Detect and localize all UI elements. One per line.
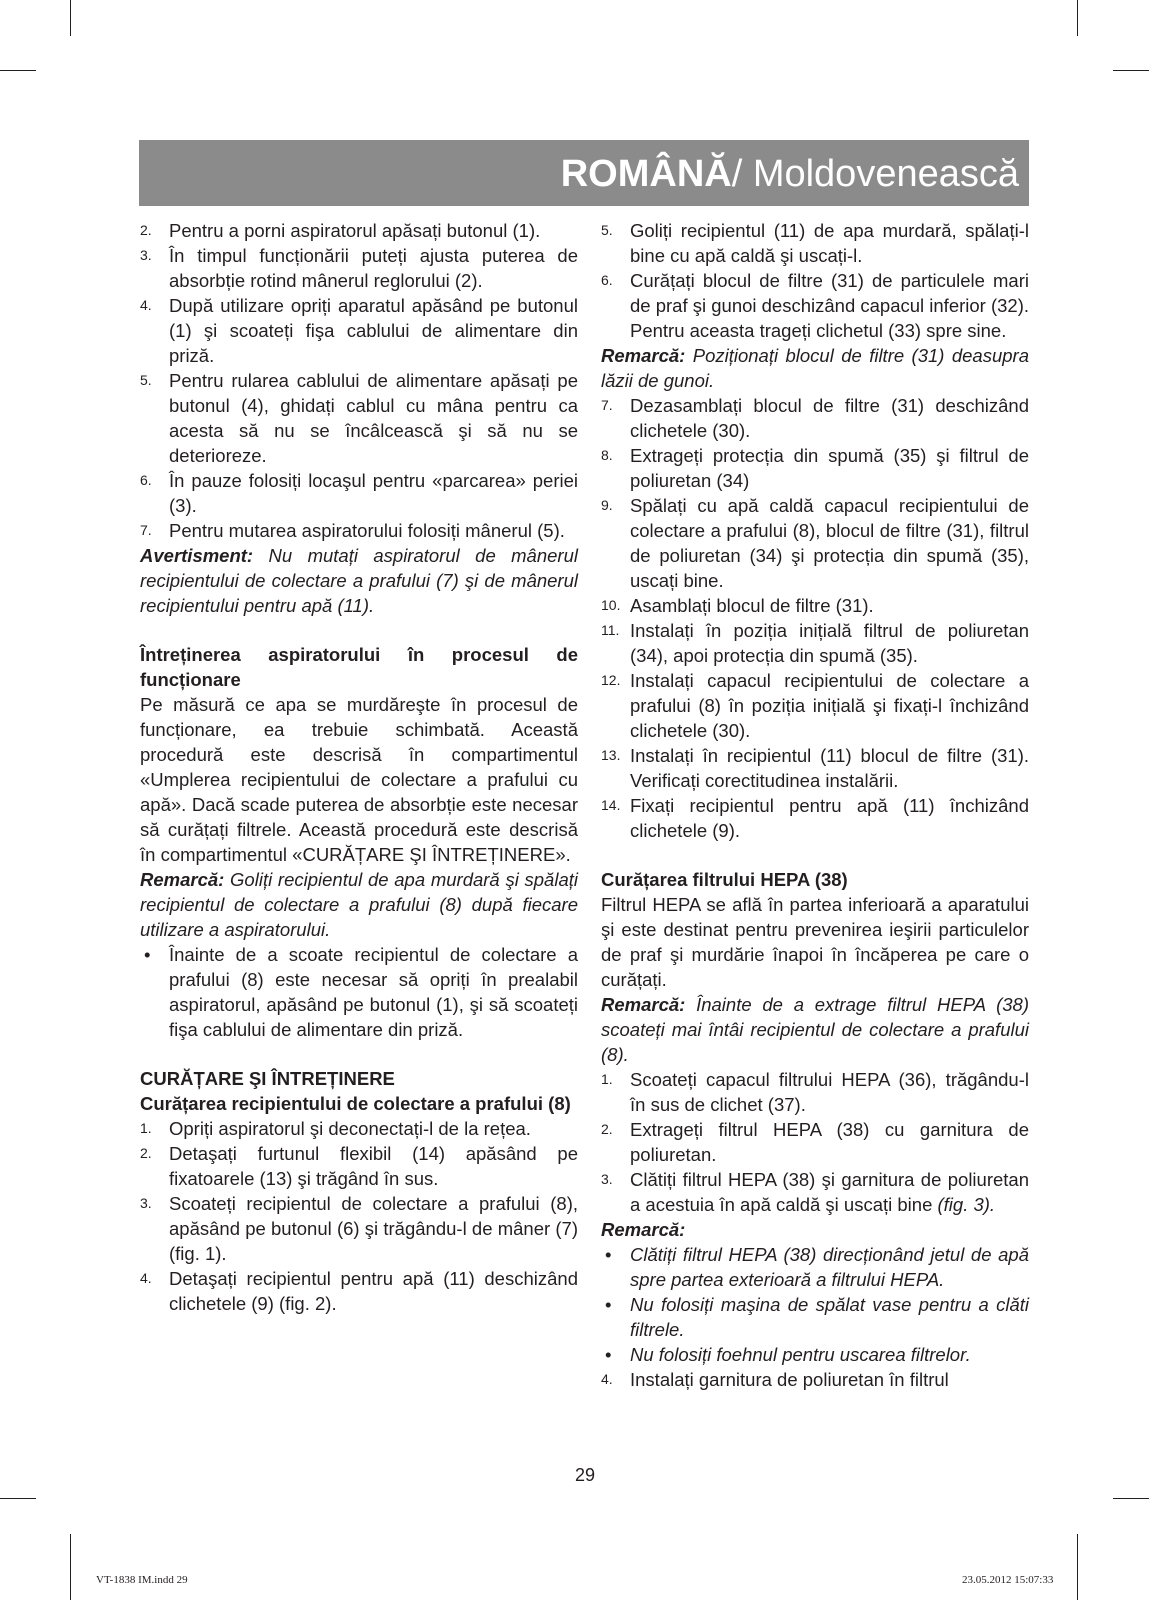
list-text: Spălați cu apă caldă capacul recipientului de colectare a prafului (8), blocul de filtre (31), filtrul de poliuretan (34) şi protecția din spumă (35), uscați bine. (630, 495, 1029, 591)
list-number: 12. (601, 672, 621, 688)
list-number: 14. (601, 797, 621, 813)
list-item (601, 668, 1029, 743)
maintenance-heading: Întreținerea aspiratorului în procesul de funcționare (140, 644, 578, 690)
crop-mark (1077, 0, 1078, 36)
list-number: 6. (601, 272, 613, 288)
list-text: În pauze folosiți locaşul pentru «parcarea» periei (3). (169, 470, 578, 516)
list-text: În timpul funcționării puteți ajusta puterea de absorbție rotind mânerul reglorului (2). (169, 245, 578, 291)
language-header-bar (139, 140, 1029, 206)
list-number: 1. (140, 1120, 152, 1136)
list-item: 4. Instalați garnitura de poliuretan în filtrul (601, 1369, 949, 1390)
dust-container-steps (140, 1116, 578, 1316)
bullet-item: • Înainte de a scoate recipientul de colectare a prafului (8) este necesar să opriți în prealabil aspiratorul, apăsând pe butonul (1), şi să scoateți fişa cablului de alimentare din priză. (144, 944, 578, 1040)
list-item (601, 393, 1029, 443)
list-text: Extrageți filtrul HEPA (38) cu garnitura de poliuretan. (630, 1119, 1029, 1165)
remark-note: Remarcă: Goliți recipientul de apa murdară şi spălați recipientul de colectare a prafului (8) după fiecare utilizare a aspiratorului. (140, 869, 578, 940)
list-number: 4. (140, 297, 152, 313)
list-text: Pentru rularea cablului de alimentare apăsați pe butonul (4), ghidați cablul cu mâna pentru ca acesta să nu se încâlcească şi să nu se deterioreze. (169, 370, 578, 466)
list-text: Curățați blocul de filtre (31) de particulele mari de praf şi gunoi deschizând capacul inferior (32). Pentru aceasta trageți clichetul (33) spre sine. (630, 270, 1030, 341)
left-column (140, 218, 578, 1316)
maintenance-text: Pe măsură ce apa se murdăreşte în procesul de funcționare, ea trebuie schimbată. Această procedură este descrisă în compartimentul «Umplerea recipientului de colectare a prafului cu apă». Dacă scade puterea de absorbție este necesar să curățați filtrele. Această procedură este descrisă în compartimentul «CURĂȚARE ŞI ÎNTREȚINERE». (140, 694, 578, 865)
list-text: Instalați în recipientul (11) blocul de filtre (31). Verificați corectitudinea instalării. (630, 745, 1029, 791)
crop-mark (1113, 1498, 1149, 1499)
list-item (601, 1117, 1029, 1167)
list-text: Dezasamblați blocul de filtre (31) deschizând clichetele (30). (630, 395, 1029, 441)
usage-steps (140, 218, 578, 543)
list-text: Extrageți protecția din spumă (35) şi filtrul de poliuretan (34) (630, 445, 1029, 491)
remark-note: Remarcă: Poziționați blocul de filtre (31) deasupra lăzii de gunoi. (601, 345, 1029, 391)
list-item (140, 518, 578, 543)
list-item (140, 1191, 578, 1266)
list-number: 2. (601, 1121, 613, 1137)
remark-bullet: • Nu folosiți maşina de spălat vase pentru a clăti filtrele. (605, 1294, 1029, 1340)
list-text: Detaşați furtunul flexibil (14) apăsând pe fixatoarele (13) şi trăgând în sus. (169, 1143, 578, 1189)
filter-steps (601, 393, 1029, 843)
water-tank-steps (601, 218, 1029, 343)
crop-mark (70, 1534, 71, 1600)
language-title: ROMÂNĂ/ Moldovenească (560, 153, 1019, 195)
list-number: 11. (601, 622, 620, 638)
list-number: 1. (601, 1071, 613, 1087)
list-number: 3. (140, 1195, 152, 1211)
list-text: Scoateți recipientul de colectare a prafului (8), apăsând pe butonul (6) şi trăgându-l de mâner (7) (fig. 1). (169, 1193, 578, 1264)
list-item (601, 218, 1029, 268)
list-number: 13. (601, 747, 621, 763)
warning-note: Avertisment: Nu mutați aspiratorul de mânerul recipientului de colectare a prafului (7) şi de mânerul recipientului pentru apă (11). (140, 545, 578, 616)
footer-file-info: VT-1838 IM.indd 29 (96, 1574, 188, 1586)
list-number: 3. (140, 247, 152, 263)
list-item (601, 618, 1029, 668)
crop-mark (1113, 70, 1149, 71)
list-text: Pentru mutarea aspiratorului folosiți mânerul (5). (169, 520, 565, 541)
crop-mark (0, 1498, 36, 1499)
list-text: Asamblați blocul de filtre (31). (630, 595, 874, 616)
list-text: Scoateți capacul filtrului HEPA (36), trăgându-l în sus de clichet (37). (630, 1069, 1029, 1115)
remark-bullet: • Nu folosiți foehnul pentru uscarea filtrelor. (605, 1344, 971, 1365)
list-number: 4. (140, 1270, 152, 1286)
list-item (140, 218, 578, 243)
list-item: 3. Clătiți filtrul HEPA (38) şi garnitura de poliuretan a acestuia în apă caldă şi uscați bine (fig. 3). (601, 1169, 1029, 1215)
list-text: Instalați capacul recipientului de colectare a prafului (8) în poziția inițială şi fixați-l închizând clichetele (30). (630, 670, 1029, 741)
hepa-text: Filtrul HEPA se află în partea inferioară a aparatului şi este destinat pentru prevenirea ieşirii particulelor de praf şi murdărie înapoi în încăperea pe care o curățați. (601, 894, 1029, 990)
list-item (140, 368, 578, 468)
footer-timestamp: 23.05.2012 15:07:33 (962, 1574, 1054, 1586)
list-number: 9. (601, 497, 613, 513)
list-item (601, 743, 1029, 793)
list-item (140, 468, 578, 518)
remark-bullet: • Clătiți filtrul HEPA (38) direcționând jetul de apă spre partea exterioară a filtrului HEPA. (605, 1244, 1029, 1290)
list-number: 5. (601, 222, 613, 238)
list-number: 7. (140, 522, 152, 538)
hepa-heading: Curățarea filtrului HEPA (38) (601, 869, 848, 890)
list-number: 6. (140, 472, 152, 488)
list-number: 10. (601, 597, 621, 613)
list-item (601, 443, 1029, 493)
remark-note: Remarcă: Înainte de a extrage filtrul HEPA (38) scoateți mai întâi recipientul de colectare a prafului (8). (601, 994, 1029, 1065)
list-item (601, 793, 1029, 843)
list-item (140, 1266, 578, 1316)
crop-mark (70, 0, 71, 36)
hepa-steps (601, 1067, 1029, 1167)
list-item (601, 493, 1029, 593)
list-item (601, 268, 1029, 343)
list-text: Pentru a porni aspiratorul apăsați butonul (1). (169, 220, 541, 241)
list-number: 2. (140, 222, 152, 238)
right-column (601, 218, 1029, 1392)
list-item (140, 1141, 578, 1191)
list-item (601, 1067, 1029, 1117)
list-number: 5. (140, 372, 152, 388)
crop-mark (1077, 1534, 1078, 1600)
list-item (601, 593, 1029, 618)
list-item (140, 293, 578, 368)
list-text: Fixați recipientul pentru apă (11) închizând clichetele (9). (630, 795, 1029, 841)
cleaning-section-heading: CURĂȚARE ŞI ÎNTREȚINERE (140, 1068, 395, 1089)
list-text: Opriți aspiratorul şi deconectați-l de la rețea. (169, 1118, 531, 1139)
list-item (140, 243, 578, 293)
dust-container-heading: Curățarea recipientului de colectare a prafului (8) (140, 1093, 571, 1114)
list-number: 7. (601, 397, 613, 413)
remark-bullets (601, 1242, 1029, 1367)
list-number: 2. (140, 1145, 152, 1161)
list-text: După utilizare opriți aparatul apăsând pe butonul (1) şi scoateți fişa cablului de alimentare din priză. (169, 295, 578, 366)
list-text: Detaşați recipientul pentru apă (11) deschizând clichetele (9) (fig. 2). (169, 1268, 578, 1314)
list-text: Instalați în poziția inițială filtrul de poliuretan (34), apoi protecția din spumă (35). (630, 620, 1029, 666)
list-text: Goliți recipientul (11) de apa murdară, spălați-l bine cu apă caldă şi uscați-l. (630, 220, 1029, 266)
remark-label: Remarcă: (601, 1219, 686, 1240)
list-number: 8. (601, 447, 613, 463)
page-number: 29 (574, 1465, 596, 1485)
list-item (140, 1116, 578, 1141)
crop-mark (0, 70, 36, 71)
